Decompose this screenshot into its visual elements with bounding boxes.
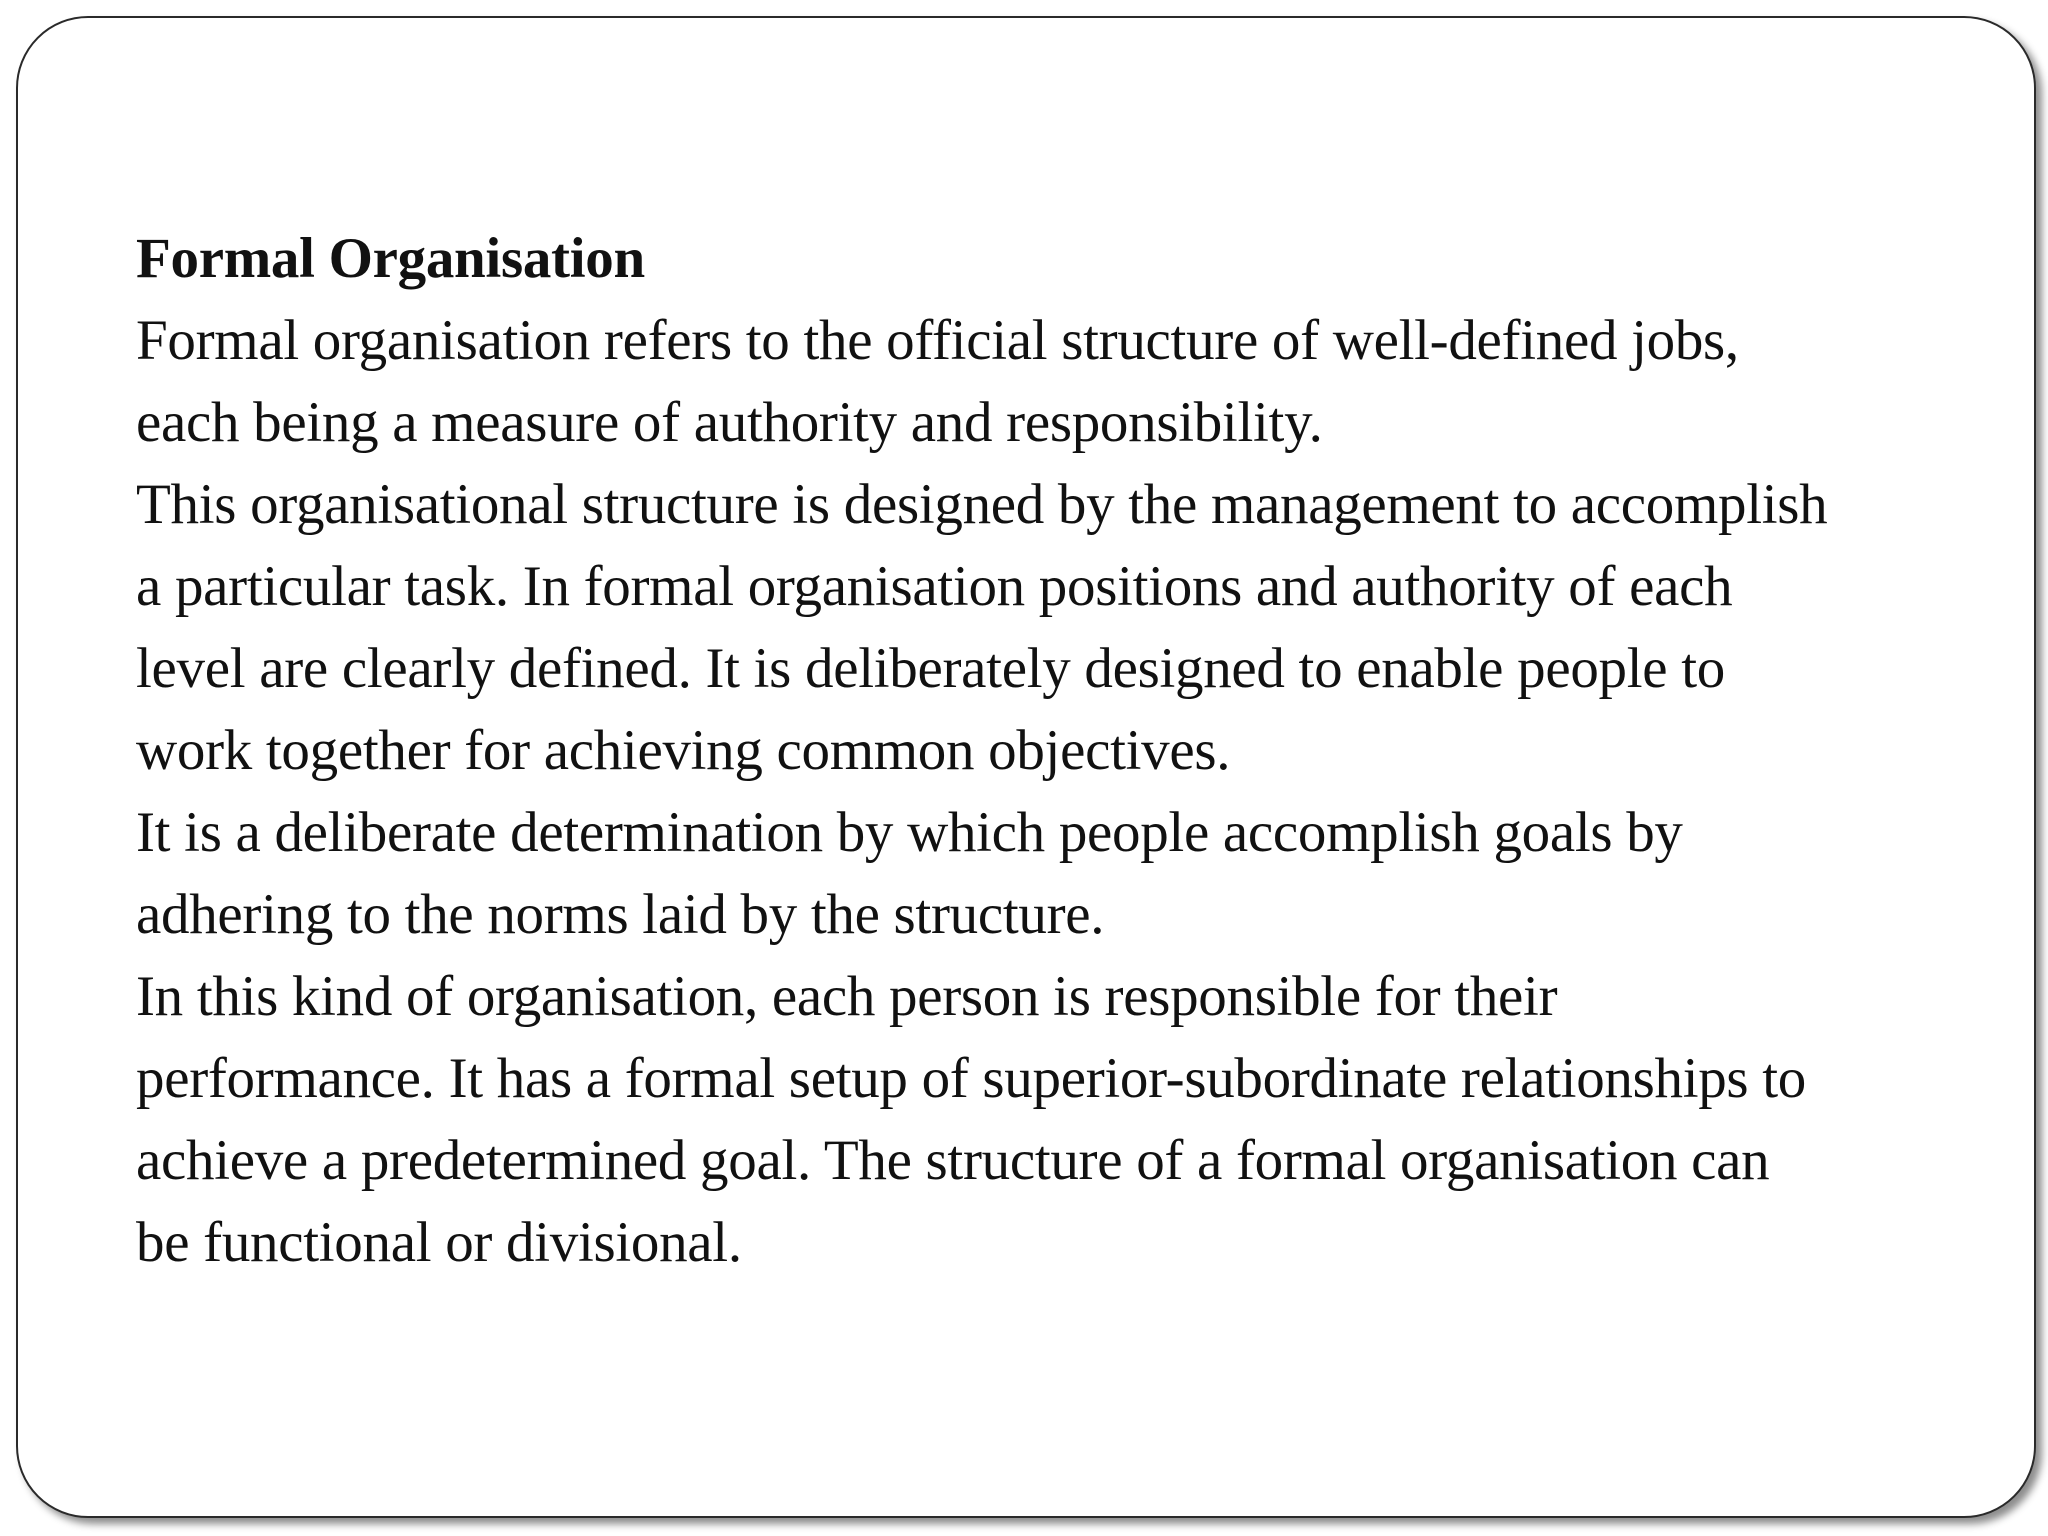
slide-frame	[16, 16, 2036, 1518]
paragraph-definition	[136, 300, 1996, 464]
text-line: This organisational structure is designed by the management to accomplish	[136, 473, 1828, 536]
slide-content	[136, 218, 1996, 1284]
text-line: performance. It has a formal setup of superior-subordinate relationships to	[136, 1047, 1806, 1110]
text-line: a particular task. In formal organisation positions and authority of each	[136, 555, 1733, 618]
text-line: In this kind of organisation, each person is responsible for their	[136, 965, 1558, 1028]
paragraph-determination	[136, 792, 1996, 956]
text-line: be functional or divisional.	[136, 1211, 742, 1274]
slide-title: Formal Organisation	[136, 227, 645, 290]
paragraph-responsibility	[136, 956, 1996, 1284]
text-line: adhering to the norms laid by the structure.	[136, 883, 1105, 946]
text-line: achieve a predetermined goal. The structure of a formal organisation can	[136, 1129, 1770, 1192]
text-line: each being a measure of authority and responsibility.	[136, 391, 1323, 454]
paragraph-structure	[136, 464, 1996, 792]
text-line: level are clearly defined. It is deliberately designed to enable people to	[136, 637, 1725, 700]
text-line: It is a deliberate determination by which people accomplish goals by	[136, 801, 1683, 864]
text-line: Formal organisation refers to the official structure of well-defined jobs,	[136, 309, 1739, 372]
text-line: work together for achieving common objectives.	[136, 719, 1231, 782]
